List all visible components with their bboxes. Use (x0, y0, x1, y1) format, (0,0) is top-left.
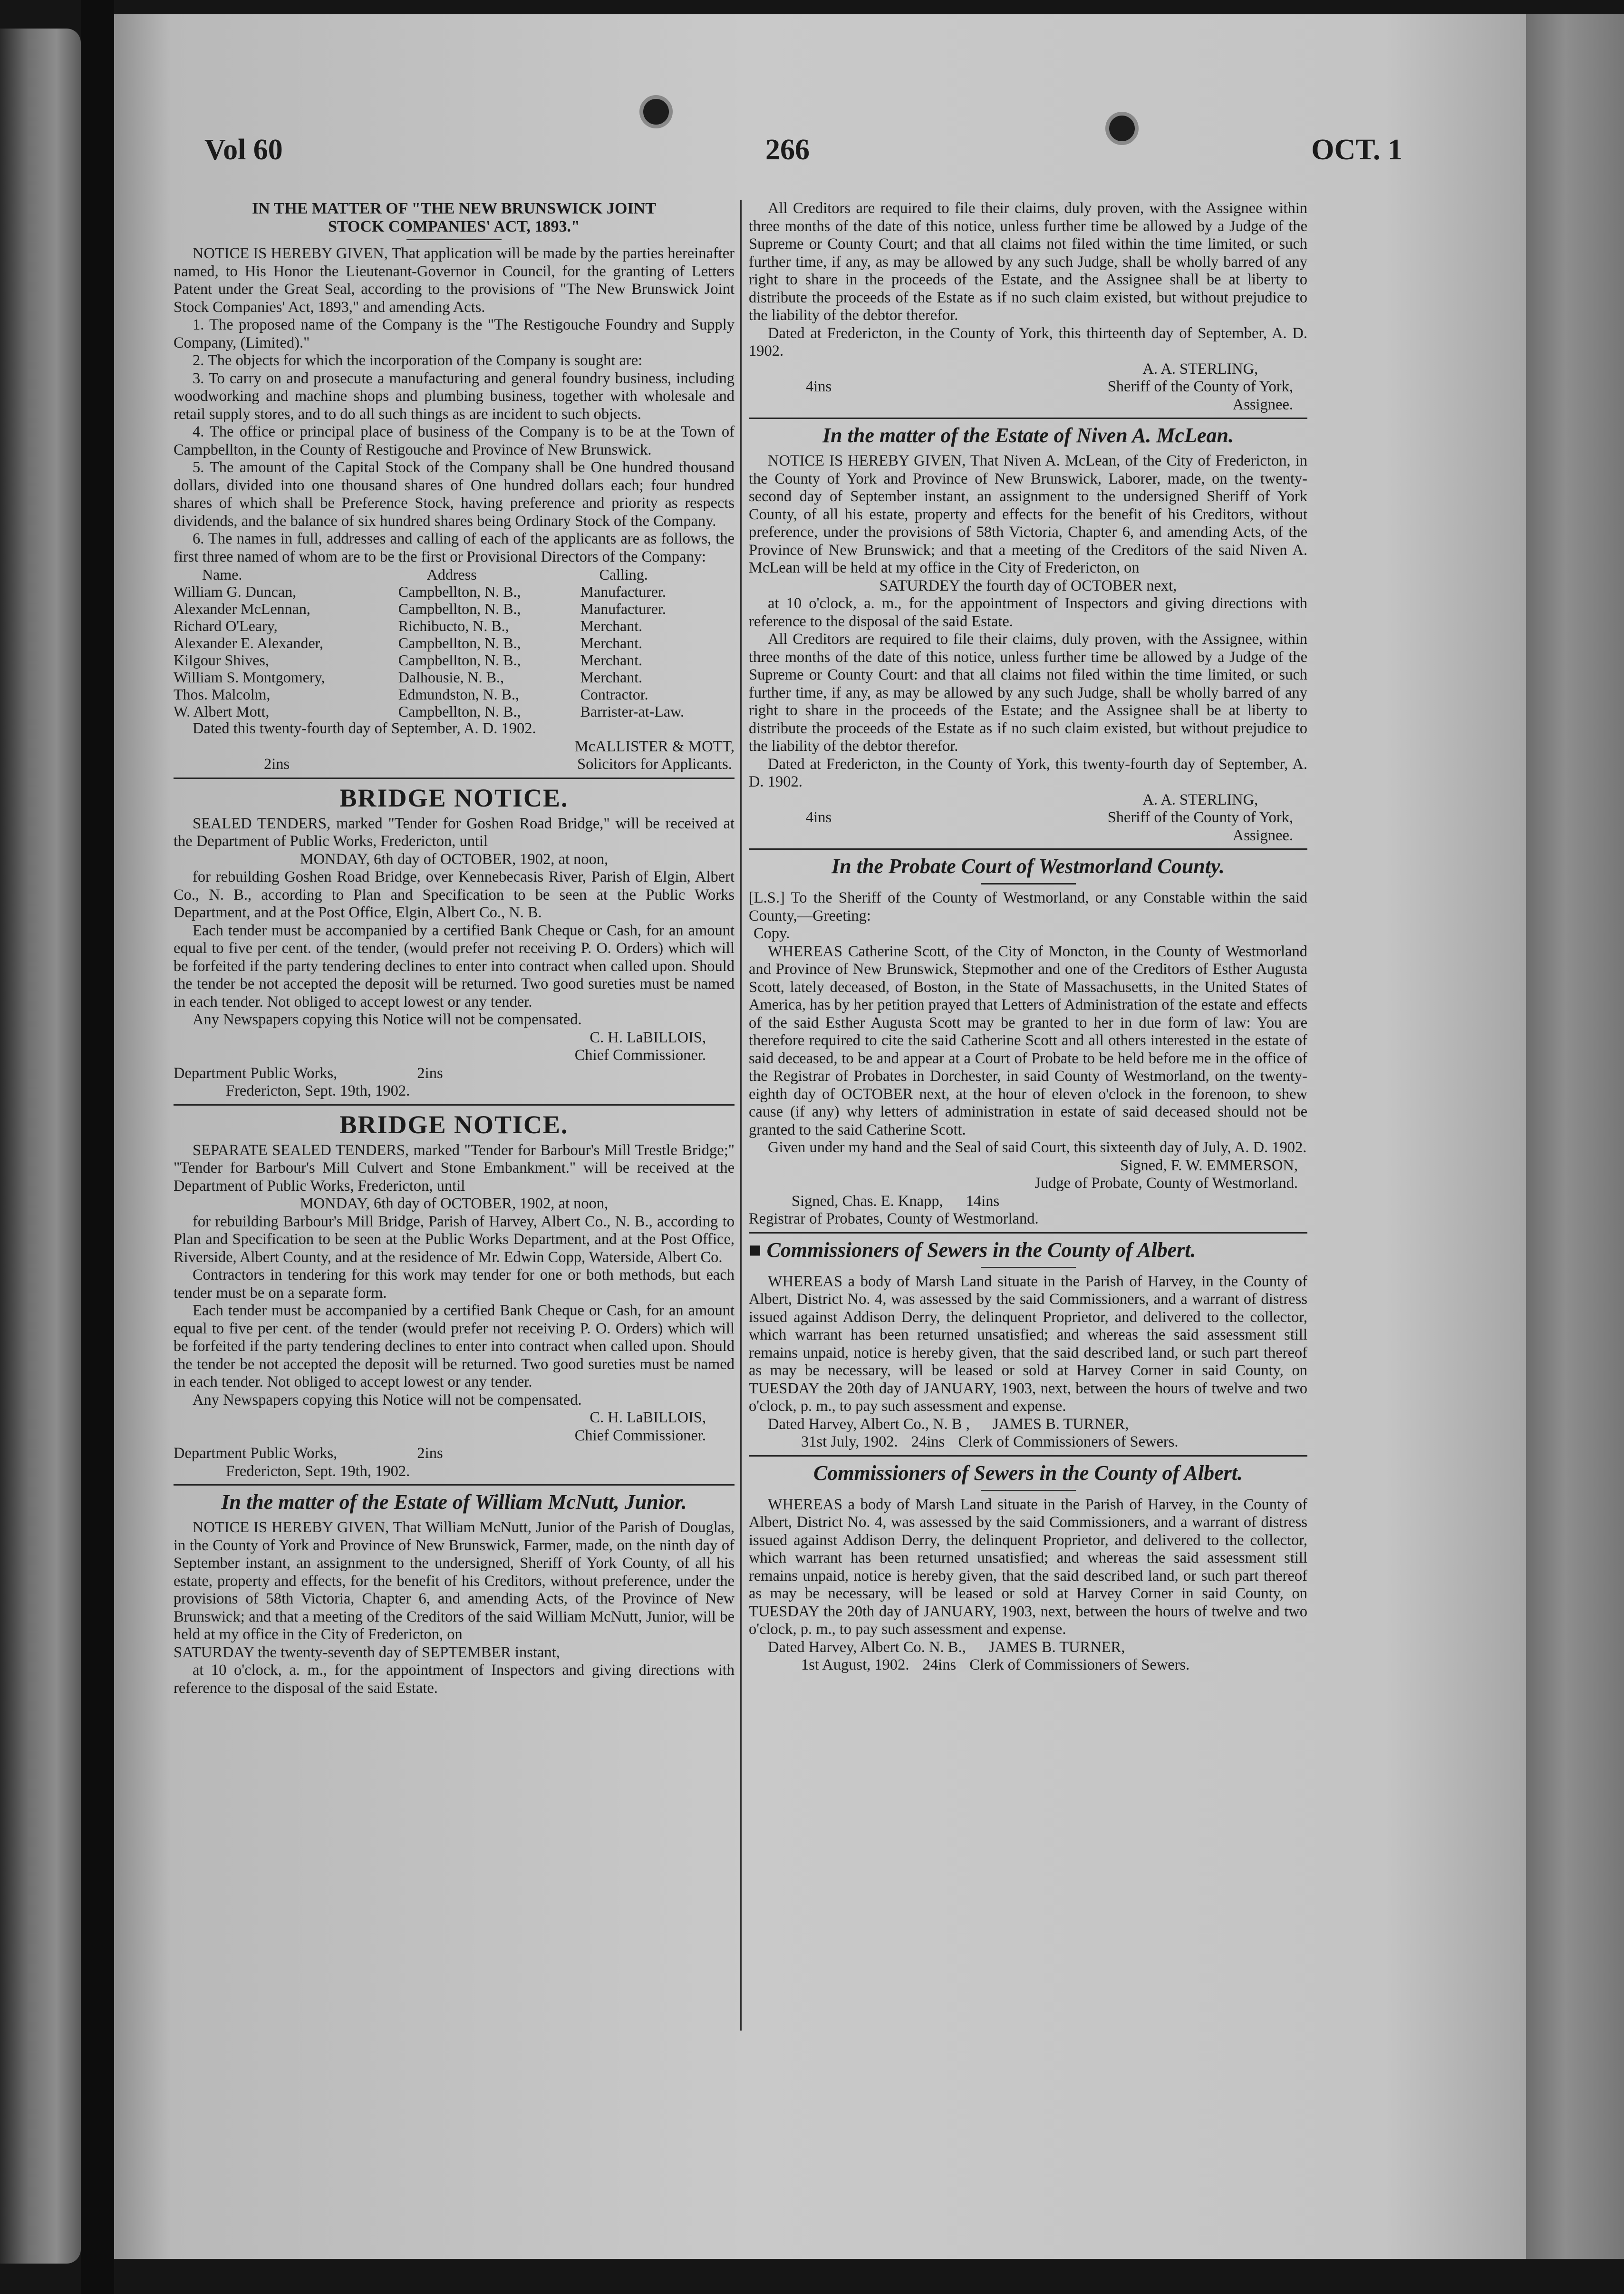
notice-estate-mcnutt (174, 1489, 735, 1697)
notice-paragraph: SEALED TENDERS, marked "Tender for Goshen Road Bridge," will be received at the Department of Public Works, Fredericton, until (174, 815, 735, 850)
notice-dated: Dated at Fredericton, in the County of York, this twenty-fourth day of September, A. D. 1902. (749, 755, 1307, 790)
signer-role: Chief Commissioner. (574, 1047, 706, 1064)
right-page-edge (1526, 14, 1624, 2259)
signature-block (174, 1029, 735, 1065)
notice-paragraph: 3. To carry on and prosecute a manufacturing and general foundry business, including woodworking and machine shops and plumbing business, together with wholesale and retail supply stores, and to do all such things as are incident to such objects. (174, 369, 735, 423)
notice-bridge-goshen (174, 783, 735, 1100)
divider (981, 1267, 1076, 1268)
date-line (749, 1656, 1307, 1674)
notice-title: BRIDGE NOTICE. (339, 1110, 569, 1139)
notice-paragraph: Any Newspapers copying this Notice will not be compensated. (193, 1391, 582, 1409)
signer-name: JAMES B. TURNER, (992, 1415, 1129, 1433)
signer-name: JAMES B. TURNER, (988, 1638, 1125, 1656)
department-line (174, 1065, 735, 1083)
table-row (174, 703, 735, 720)
divider (174, 1104, 735, 1106)
notice-paragraph: 6. The names in full, addresses and calling of each of the applicants are as follows, the first three named of whom are to be the first or Provisional Directors of the Company: (174, 530, 735, 565)
notice-paragraph: Contractors in tendering for this work may tender for one or both methods, but each tender must be on a separate form. (174, 1266, 735, 1302)
notice-paragraph: WHEREAS a body of Marsh Land situate in the Parish of Harvey, in the County of Albert, District No. 4, was assessed by the said Commissioners, and a warrant of distress issued against Addison Derry, the delinquent Proprietor, and delivered to the collector, which warrant has been returned unsatisfied; and whereas the said assessment still remains unpaid, notice is hereby given, that the said described land, or such part thereof as may be necessary, will be leased or sold at Harvey Corner in said County, on TUESDAY the 20th day of JANUARY, 1903, next, between the hours of twelve and two o'clock, p. m., to pay such assessment and expense. (749, 1496, 1307, 1638)
signature-block (749, 791, 1307, 845)
director-address: Richibucto, N. B., (398, 617, 509, 634)
notice-title (749, 1237, 1307, 1263)
signer-name: C. H. LaBILLOIS, (590, 1029, 706, 1046)
notice-title-text: Commissioners of Sewers in the County of Albert. (766, 1238, 1196, 1262)
signer (1108, 791, 1307, 845)
insertion-count: 4ins (806, 378, 832, 395)
meeting-date: SATURDEY the fourth day of OCTOBER next, (879, 577, 1177, 594)
notice-title: Commissioners of Sewers in the County of Albert. (813, 1461, 1243, 1485)
signer-role: Clerk of Commissioners of Sewers. (969, 1656, 1190, 1673)
notice-title: In the Probate Court of Westmorland County. (831, 855, 1225, 878)
divider (749, 418, 1307, 419)
department: Department Public Works, (174, 1064, 338, 1082)
column-rule (740, 200, 742, 2031)
divider (174, 778, 735, 779)
registrar-signature (749, 1193, 1307, 1211)
notice-dated: Dated Harvey, Albert Co., N. B , (768, 1415, 970, 1433)
notice-paragraph: NOTICE IS HEREBY GIVEN, That application will be made by the parties hereinafter named, to His Honor the Lieutenant-Governor in Council, for the granting of Letters Patent under the Great Seal, according to the provisions of "The New Brunswick Joint Stock Companies' Act, 1893," and amending Acts. (174, 245, 735, 316)
gazette-page (114, 14, 1526, 2259)
divider (174, 1484, 735, 1486)
signer-name: A. A. STERLING, (1142, 360, 1258, 378)
notice-dated: Dated at Fredericton, in the County of York, this thirteenth day of September, A. D. 1902. (749, 324, 1307, 360)
notice-paragraph: Each tender must be accompanied by a certified Bank Cheque or Cash, for an amount equal to five per cent. of the tender (would prefer not receiving P. O. Orders) which will be forfeited if the party tendering declines to enter into contract when called upon. Should the tender be not accepted the deposit will be returned. Two good sureties must be named in each tender. Not obliged to accept lowest or any tender. (174, 1302, 735, 1390)
notice-paragraph: [L.S.] To the Sheriff of the County of Westmorland, or any Constable within the said County,—Greeting: (749, 889, 1307, 924)
notice-date: 1st August, 1902. (801, 1656, 909, 1673)
director-address: Campbellton, N. B., (398, 583, 521, 600)
table-row (174, 600, 735, 617)
notice-paragraph: All Creditors are required to file their claims, duly proven, with the Assignee, within three months of the date of this notice, unless further time be allowed by a Judge of the Supreme or County Court: and that all claims not filed within the time limited, or such further time, if any, as may be allowed by any such Judge, shall be wholly barred of any right to share in the proceeds of the Estate; and the Assignee shall be at liberty to distribute the proceeds of the Estate as if no such claim existed, but without prejudice to the liability of the debtor therefor. (749, 631, 1307, 755)
signature-block (749, 1157, 1307, 1193)
insertion-count: 24ins (911, 1433, 945, 1450)
director-calling: Merchant. (580, 651, 643, 669)
insertion-count: 2ins (417, 1064, 443, 1082)
department-line (174, 1445, 735, 1463)
notice-title-line-1: IN THE MATTER OF "THE NEW BRUNSWICK JOINT (252, 200, 656, 217)
director-address: Edmundston, N. B., (398, 686, 520, 703)
director-calling: Barrister-at-Law. (580, 703, 685, 720)
signer-role: Sheriff of the County of York, (1107, 378, 1293, 395)
notice-bridge-barbours-mill (174, 1109, 735, 1481)
place-date: Fredericton, Sept. 19th, 1902. (226, 1462, 410, 1480)
column-header-address: Address (426, 566, 477, 583)
director-calling: Manufacturer. (580, 583, 666, 600)
divider (406, 239, 502, 240)
notice-paragraph: Any Newspapers copying this Notice will not be compensated. (193, 1011, 582, 1028)
director-address: Campbellton, N. B., (398, 703, 521, 720)
signature-block (749, 360, 1307, 414)
director-name: Thos. Malcolm, (174, 686, 271, 703)
director-calling: Merchant. (580, 669, 643, 686)
binding-hole-left (639, 95, 673, 128)
issue-date: OCT. 1 (1311, 134, 1402, 166)
place-date: Fredericton, Sept. 19th, 1902. (226, 1082, 410, 1099)
directors-table (174, 566, 735, 720)
notice-paragraph: for rebuilding Goshen Road Bridge, over Kennebecasis River, Parish of Elgin, Albert Co., N. B., according to Plan and Specification to be seen at the Public Works Department, and at the Post Office, Elgin, Albert Co., N. B. (174, 868, 735, 921)
notice-date: 31st July, 1902. (801, 1433, 898, 1450)
directors-table-body (174, 583, 735, 720)
tender-deadline: MONDAY, 6th day of OCTOBER, 1902, at noon, (300, 850, 609, 868)
director-name: W. Albert Mott, (174, 703, 270, 720)
notice-paragraph: 2. The objects for which the incorporation of the Company is sought are: (193, 352, 643, 369)
signer-role: Sheriff of the County of York, (1107, 809, 1293, 826)
meeting-date: SATURDAY the twenty-seventh day of SEPTEMBER instant, (174, 1643, 560, 1661)
signer-assignee: Assignee. (1232, 826, 1293, 844)
notice-title: BRIDGE NOTICE. (339, 783, 569, 812)
column-header-calling: Calling. (599, 566, 648, 583)
director-address: Campbellton, N. B., (398, 634, 521, 651)
director-name: William S. Montgomery, (174, 669, 325, 686)
director-address: Campbellton, N. B., (398, 600, 521, 617)
director-calling: Merchant. (580, 617, 643, 634)
notice-paragraph: 1. The proposed name of the Company is the "The Restigouche Foundry and Supply Company, (Limited)." (174, 316, 735, 351)
signer (1108, 360, 1307, 414)
running-head (204, 133, 1402, 176)
notice-estate-mclean (749, 423, 1307, 845)
left-column (174, 200, 735, 1697)
notice-title-line-2: STOCK COMPANIES' ACT, 1893." (328, 218, 580, 235)
insertion-count: 2ins (417, 1445, 443, 1462)
notice-paragraph: Given under my hand and the Seal of said Court, this sixteenth day of July, A. D. 1902. (768, 1139, 1307, 1156)
director-calling: Merchant. (580, 634, 643, 651)
director-address: Dalhousie, N. B., (398, 669, 504, 686)
director-name: William G. Duncan, (174, 583, 297, 600)
notice-paragraph: All Creditors are required to file their claims, duly proven, with the Assignee within three months of the date of this notice, unless further time be allowed by a Judge of the Supreme or County Court; and that all claims not filed within the time limited, or such further time, if any, as may be allowed by any such Judge, shall be wholly barred of any right to share in the proceeds of the Estate, and the Assignee shall be at liberty to distribute the proceeds of the Estate as if no such claim existed, but without prejudice to the liability of the debtor therefor. (749, 200, 1307, 324)
signer-assignee: Assignee. (1232, 396, 1293, 413)
copy-label: Copy. (754, 925, 790, 942)
notice-dated: Dated this twenty-fourth day of September, A. D. 1902. (193, 720, 536, 737)
pointing-hand-icon: ■ (749, 1238, 767, 1262)
table-row (174, 617, 735, 634)
dated-line (749, 1639, 1307, 1657)
registrar-role: Registrar of Probates, County of Westmorland. (749, 1210, 1039, 1227)
page-number: 266 (765, 134, 810, 166)
director-calling: Manufacturer. (580, 600, 666, 617)
notice-paragraph: Each tender must be accompanied by a certified Bank Cheque or Cash, for an amount equal to five per cent. of the tender, (would prefer not receiving P. O. Orders) which will be forfeited if the party tendering declines to enter into contract when called upon. Should the tender be not accepted the deposit will be returned. Two good sureties must be named in each tender. Not obliged to accept lowest or any tender. (174, 922, 735, 1011)
signer-role: Chief Commissioner. (574, 1427, 706, 1444)
date-line (749, 1433, 1307, 1451)
notice-joint-stock-companies (174, 200, 735, 774)
notice-paragraph: 5. The amount of the Capital Stock of the Company shall be One hundred thousand dollars, divided into one thousand shares of One hundred dollars each; four hundred shares of which shall be Preference Stock, having preference and priority as respects dividends, and the balance of six hundred shares being Ordinary Stock of the Company. (174, 459, 735, 530)
notice-paragraph: at 10 o'clock, a. m., for the appointment of Inspectors and giving directions with reference to the disposal of the said Estate. (749, 595, 1307, 630)
table-row (174, 634, 735, 651)
insertion-count: 24ins (922, 1656, 957, 1673)
table-row (174, 669, 735, 686)
signer-name: Signed, F. W. EMMERSON, (1120, 1157, 1298, 1174)
notice-title: In the matter of the Estate of Niven A. McLean. (822, 424, 1234, 447)
right-column (749, 200, 1307, 1674)
divider (749, 848, 1307, 850)
signer-name: McALLISTER & MOTT, (574, 738, 735, 755)
signature-block (174, 738, 735, 774)
signer-role: Judge of Probate, County of Westmorland. (1034, 1175, 1298, 1192)
director-name: Alexander McLennan, (174, 600, 310, 617)
notice-probate-westmorland (749, 854, 1307, 1228)
director-name: Kilgour Shives, (174, 651, 269, 669)
divider (981, 883, 1076, 885)
notice-dated: Dated Harvey, Albert Co. N. B., (768, 1638, 966, 1656)
divider (981, 1490, 1076, 1491)
notice-paragraph: NOTICE IS HEREBY GIVEN, That Niven A. McLean, of the City of Fredericton, in the County of York and Province of New Brunswick, Laborer, made, on the twenty-second day of September instant, an assignment to the undersigned Sheriff of York County, of all his estate, property and effects for the benefit of his Creditors, without preference, under the provisions of 58th Victoria, Chapter 6, and amending Acts, of the Province of New Brunswick; and that a meeting of the Creditors of the said Niven A. McLean will be held at my office in the City of Fredericton, on (749, 452, 1307, 576)
notice-paragraph: for rebuilding Barbour's Mill Bridge, Parish of Harvey, Albert Co., N. B., according to Plan and Specification to be seen at the Public Works Department, and at the Post Office, Riverside, Albert County, and at the residence of Mr. Edwin Copp, Waterside, Albert Co. (174, 1213, 735, 1266)
table-row (174, 651, 735, 669)
table-row (174, 583, 735, 600)
notice-paragraph: at 10 o'clock, a. m., for the appointment of Inspectors and giving directions with reference to the disposal of the said Estate. (174, 1662, 735, 1697)
table-row (174, 686, 735, 703)
book-gutter (81, 0, 114, 2294)
insertion-count: 4ins (806, 808, 832, 826)
notice-paragraph: 4. The office or principal place of business of the Company is to be at the Town of Campbellton, in the County of Restigouche and Province of New Brunswick. (174, 423, 735, 458)
signature-block (174, 1409, 735, 1445)
column-header-name: Name. (202, 566, 242, 583)
director-name: Alexander E. Alexander, (174, 634, 324, 651)
signer-name: A. A. STERLING, (1142, 791, 1258, 808)
notice-title: In the matter of the Estate of William McNutt, Junior. (221, 1490, 687, 1514)
volume-number: Vol 60 (204, 134, 283, 166)
signer-name: C. H. LaBILLOIS, (590, 1409, 706, 1426)
dated-line (749, 1416, 1307, 1434)
notice-paragraph: WHEREAS Catherine Scott, of the City of Moncton, in the County of Westmorland and Province of New Brunswick, Stepmother and one of the Creditors of Esther Augusta Scott, lately deceased, of Boston, in the State of Massachusetts, in the United States of America, has by her petition prayed that Letters of Administration of the estate and effects of the said Esther Augusta Scott may be granted to her in due form of law: You are therefore required to cite the said Catherine Scott and all others interested in the estate of said deceased, to be and appear at a Court of Probate to be held before me in the office of the Registrar of Probates in Dorchester, in said County of Westmorland, on the twenty-eighth day of OCTOBER next, at the hour of eleven o'clock in the forenoon, to shew cause (if any) why letters of administration in estate of said deceased should not be granted to the said Catherine Scott. (749, 943, 1307, 1138)
tender-deadline: MONDAY, 6th day of OCTOBER, 1902, at noon, (300, 1195, 609, 1212)
signer (575, 738, 735, 774)
notice-paragraph: WHEREAS a body of Marsh Land situate in the Parish of Harvey, in the County of Albert, District No. 4, was assessed by the said Commissioners, and a warrant of distress issued against Addison Derry, the delinquent Proprietor, and delivered to the collector, which warrant has been returned unsatisfied; and whereas the said assessment still remains unpaid, notice is hereby given, that the said described land, or such part thereof as may be necessary, will be leased or sold at Harvey Corner in said County, on TUESDAY the 20th day of JANUARY, 1903, next, between the hours of twelve and two o'clock, p. m., to pay such assessment and expense. (749, 1273, 1307, 1415)
divider (749, 1232, 1307, 1234)
notice-estate-mcnutt-continued (749, 200, 1307, 414)
director-calling: Contractor. (580, 686, 648, 703)
signer-name: Signed, Chas. E. Knapp, (792, 1192, 943, 1210)
notice-paragraph: SEPARATE SEALED TENDERS, marked "Tender for Barbour's Mill Trestle Bridge;" "Tender for Barbour's Mill Culvert and Stone Embankment." will be received at the Department of Public Works, Fredericton, until (174, 1141, 735, 1195)
insertion-count: 14ins (966, 1192, 1000, 1210)
signer-role: Solicitors for Applicants. (577, 756, 732, 773)
signer-role: Clerk of Commissioners of Sewers. (958, 1433, 1179, 1450)
divider (749, 1455, 1307, 1457)
notice-sewers-albert-2 (749, 1460, 1307, 1674)
notice-sewers-albert-1 (749, 1237, 1307, 1451)
table-header-row (174, 566, 735, 583)
director-address: Campbellton, N. B., (398, 651, 521, 669)
left-page-edge (0, 29, 81, 2264)
insertion-count: 2ins (264, 755, 290, 773)
director-name: Richard O'Leary, (174, 617, 278, 634)
department: Department Public Works, (174, 1445, 338, 1462)
notice-paragraph: NOTICE IS HEREBY GIVEN, That William McNutt, Junior of the Parish of Douglas, in the County of York and Province of New Brunswick, Farmer, made, on the ninth day of September instant, an assignment to the undersigned, Sheriff of York County, of all his estate, property and effects, for the benefit of his Creditors, without preference, under the provisions of 58th Victoria, Chapter 6, and amending Acts, of the Province of New Brunswick; and that a meeting of the Creditors of the said William McNutt, Junior, will be held at my office in the City of Fredericton, on (174, 1519, 735, 1643)
